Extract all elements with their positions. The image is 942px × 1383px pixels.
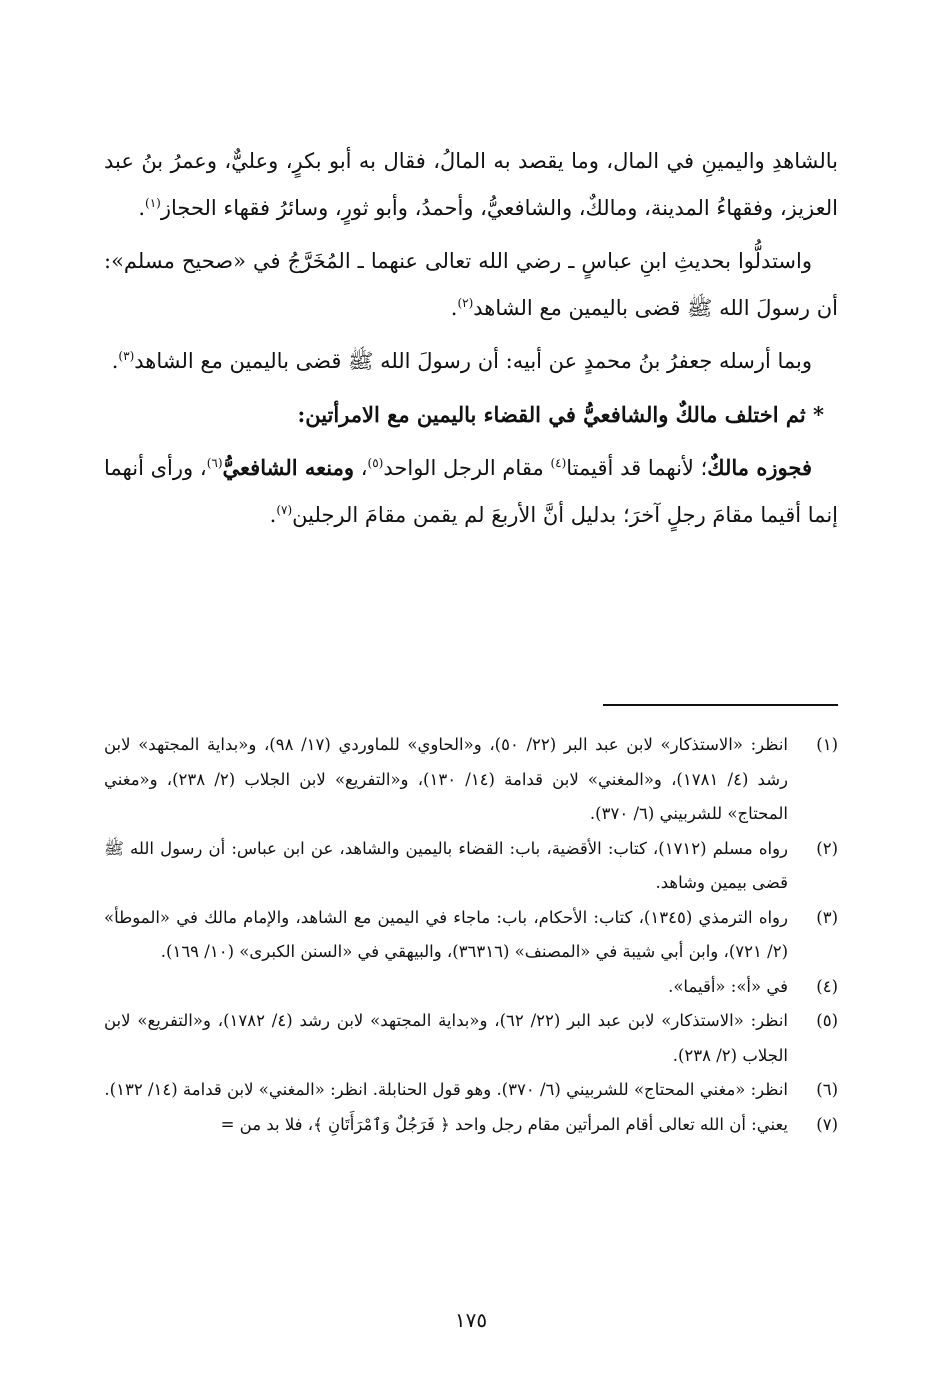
page-number: ١٧٥ xyxy=(454,1308,488,1332)
paragraph-2-end: . xyxy=(450,296,458,320)
footnote-4 xyxy=(104,970,838,1005)
footnote-number: (٤) xyxy=(816,976,838,996)
footnote-number: (١) xyxy=(816,735,838,754)
paragraph-3-text: وبما أرسله جعفرُ بنُ محمدٍ عن أبيه: أن رسولَ الله ﷺ قضى باليمين مع الشاهد xyxy=(134,349,812,373)
footnote-text: انظر: «مغني المحتاج» للشربيني (٦/ ٣٧٠). وهو قول الحنابلة. انظر: «المغني» لابن قدامة (١٤/ ١٣٢). xyxy=(104,1080,788,1099)
paragraph-1-end: . xyxy=(138,196,146,220)
footnote-number: (٣) xyxy=(816,907,838,927)
footnote-3 xyxy=(104,901,838,970)
paragraph-3 xyxy=(104,338,838,385)
footnote-6 xyxy=(104,1073,838,1108)
footnote-text: رواه مسلم (١٧١٢)، كتاب: الأقضية، باب: القضاء باليمين والشاهد، عن ابن عباس: أن رسول الله ﷺ قضى بيمين وشاهد. xyxy=(104,838,789,892)
footnote-ref-2[interactable]: (٢) xyxy=(457,296,474,310)
paragraph-4-part-b: مقام الرجل الواحد xyxy=(383,456,551,480)
paragraph-2-text: واستدلُّوا بحديثِ ابنِ عباسٍ ـ رضي الله تعالى عنهما ـ المُخَرَّجُ في «صحيح مسلم»: أن رسولَ الله ﷺ قضى باليمين مع الشاهد xyxy=(104,249,838,320)
paragraph-4-part-a: ؛ لأنهما قد أقيمتا xyxy=(566,456,708,480)
footnote-ref-1[interactable]: (١) xyxy=(145,196,161,210)
footnote-number: (٧) xyxy=(816,1114,838,1134)
paragraph-4-lead: فجوزه مالكٌ xyxy=(707,455,812,480)
footnote-ref-7[interactable]: (٧) xyxy=(276,503,293,517)
paragraph-4-end: . xyxy=(269,503,277,527)
footnote-ref-5[interactable]: (٥) xyxy=(367,456,384,470)
footnote-2 xyxy=(104,832,838,901)
paragraph-4-part-c: ، xyxy=(354,456,368,480)
footnotes xyxy=(104,728,838,1142)
footnote-ref-4[interactable]: (٤) xyxy=(550,456,567,470)
footnote-7 xyxy=(104,1108,838,1143)
footnote-text: في «أ»: «أقيما». xyxy=(668,976,788,996)
paragraph-4-bold-2: ومنعه الشافعيُّ xyxy=(222,455,355,480)
paragraph-2 xyxy=(104,238,838,332)
footnote-divider xyxy=(603,704,838,706)
footnote-text: انظر: «الاستذكار» لابن عبد البر (٢٢/ ٦٢)، و«بداية المجتهد» لابن رشد (٤/ ١٧٨٢)، و«التفريع» لابن الجلاب (٢/ ٢٣٨). xyxy=(104,1011,788,1065)
footnote-ref-3[interactable]: (٣) xyxy=(118,349,135,363)
paragraph-3-end: . xyxy=(111,349,119,373)
footnote-1 xyxy=(104,728,838,832)
footnote-text: يعني: أن الله تعالى أقام المرأتين مقام رجل واحد ﴿ فَرَجُلٌ وَٱمْرَأَتَانِ ﴾، فلا بد من = xyxy=(220,1114,788,1134)
section-heading: * ثم اختلف مالكٌ والشافعيُّ في القضاء باليمين مع الامرأتين: xyxy=(297,402,824,427)
footnote-number: (٥) xyxy=(816,1011,838,1030)
footnote-text: رواه الترمذي (١٣٤٥)، كتاب: الأحكام، باب: ماجاء في اليمين مع الشاهد، والإمام مالك في «الموطأ» (٢/ ٧٢١)، وابن أبي شيبة في «المصنف» (٣٦٣١٦)، والبيهقي في «السنن الكبرى» (١٠/ ١٦٩). xyxy=(104,907,788,961)
main-text xyxy=(104,138,838,545)
footnote-ref-6[interactable]: (٦) xyxy=(206,456,223,470)
footnote-text: انظر: «الاستذكار» لابن عبد البر (٢٢/ ٥٠)، و«الحاوي» للماوردي (١٧/ ٩٨)، و«بداية المجتهد» لابن رشد (٤/ ١٧٨١)، و«المغني» لابن قدامة (١٤/ ١٣٠)، و«التفريع» لابن الجلاب (٢/ ٢٣٨)، و«مغني المحتاج» للشربيني (٦/ ٣٧٠). xyxy=(104,735,789,823)
paragraph-1-text: بالشاهدِ واليمينِ في المال، وما يقصد به المالُ، فقال به أبو بكرٍ، وعليٌّ، وعمرُ بنُ عبد العزيز، وفقهاءُ المدينة، ومالكٌ، والشافعيُّ، وأحمدُ، وأبو ثورٍ، وسائرُ فقهاء الحجاز xyxy=(104,149,838,220)
footnote-number: (٦) xyxy=(816,1080,838,1099)
paragraph-1 xyxy=(104,138,838,232)
paragraph-4-part-d: ، ورأى أنهما إنما أقيما مقامَ رجلٍ آخرَ؛ بدليل أنَّ الأربعَ لم يقمن مقامَ الرجلين xyxy=(104,456,838,527)
paragraph-4 xyxy=(104,444,838,539)
footnote-5 xyxy=(104,1004,838,1073)
footnote-number: (٢) xyxy=(816,838,838,858)
